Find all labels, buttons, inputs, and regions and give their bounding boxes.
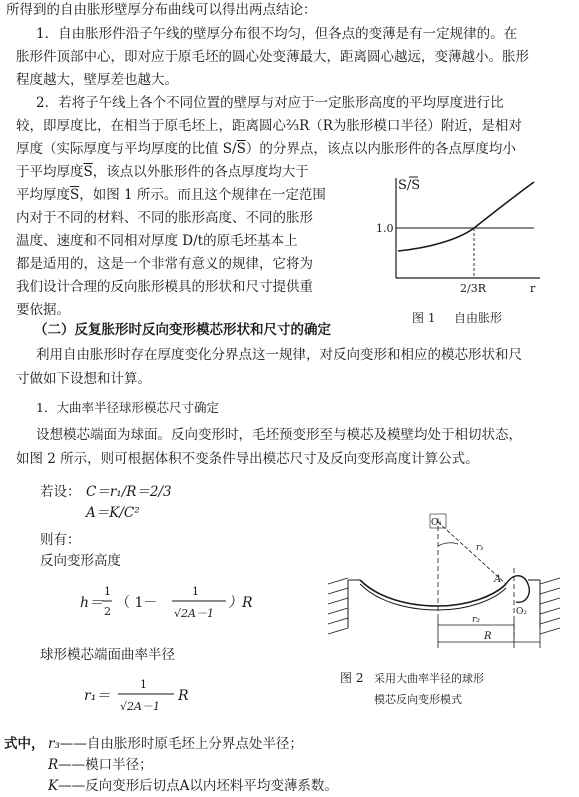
para1-line2: 1．自由胀形件沿子午线的壁厚分布很不均匀，但各点的变薄是有一定规律的。在 [36, 26, 518, 42]
figure2-label-o1: O₁ [431, 518, 442, 528]
svg-text:r₁＝: r₁＝ [84, 688, 111, 704]
assume-formula-c: C＝r₁/R＝2/3 [86, 484, 172, 500]
figure1-y-label: S/S [398, 178, 421, 193]
section2-para1-line1: 利用自由胀形时存在厚度变化分界点这一规律，对反向变形和相应的模芯形状和尺 [36, 347, 522, 363]
para1-line3: 胀形件顶部中心，即对应于原毛坯的圆心处变薄最大，距离圆心越远，变薄越小。胀形 [16, 49, 529, 65]
legend-K: K——反向变形后切点A以内坯料平均变薄系数。 [48, 778, 338, 794]
subsection1-title: 1．大曲率半径球形模芯尺寸确定 [36, 400, 219, 415]
para2-line8: 都是适用的，这是一个非常有意义的规律，它将为 [16, 256, 313, 272]
figure2-label-R: R [484, 631, 492, 642]
radius-label: 球形模芯端面曲率半径 [40, 647, 175, 663]
figure2-right-die [528, 578, 560, 634]
para2-line5: 平均厚度$\overline{S}$，如图 1 所示。而且这个规律在一定范围 [16, 187, 326, 203]
assume-label: 若设： [40, 484, 81, 500]
figure2-caption-num: 图 2 [340, 671, 364, 685]
svg-text:1: 1 [140, 678, 147, 691]
svg-text:）R: ）R [228, 595, 253, 611]
para2-line4: 于平均厚度$\overline{S}$，该点以外胀形件的各点厚度均大于 [16, 164, 309, 180]
figure2-blank-curve [360, 580, 506, 606]
figure2-caption-line1: 采用大曲率半径的球形 [374, 672, 484, 685]
formula-height [80, 575, 260, 631]
para2-line6: 内对于不同的材料、不同的胀形高度、不同的胀形 [16, 210, 313, 226]
para2-line3: 厚度（实际厚度与平均厚度的比值 $S/\overline{S}$）的分界点，该点以内胀形件的各点厚度均小 [16, 141, 516, 157]
figure2-label-a: A [494, 574, 502, 585]
then-label: 则有： [40, 532, 81, 548]
figure1-graph [372, 168, 562, 328]
assume-formula-a: A＝K/C² [86, 505, 140, 521]
svg-text:h＝: h＝ [80, 595, 104, 611]
formula-radius [84, 670, 204, 722]
svg-text:2: 2 [104, 605, 111, 618]
svg-text:1: 1 [104, 585, 111, 598]
section2-para2-line1: 设想模芯端面为球面。反向变形时，毛坯预变形至与模芯及模壁均处于相切状态， [36, 427, 522, 443]
para2-line1: 2．若将子午线上各个不同位置的壁厚与对应于一定胀形高度的平均厚度进行比 [36, 95, 504, 111]
para1-line1: 所得到的自由胀形壁厚分布曲线可以得出两点结论： [6, 2, 317, 18]
figure2-left-die [328, 578, 360, 634]
para1-line4: 程度越大，壁厚差也越大。 [16, 72, 178, 88]
section2-para2-line2: 如图 2 所示，则可根据体积不变条件导出模芯尺寸及反向变形高度计算公式。 [16, 451, 479, 467]
figure1-y-tick: 1.0 [376, 222, 394, 235]
figure1-caption-num: 图 1 [412, 311, 436, 325]
legend-R: R——模口半径； [48, 757, 153, 773]
para2-line10: 要依据。 [16, 302, 70, 318]
legend-r3: r₃——自由胀形时原毛坯上分界点处半径； [48, 736, 303, 752]
section2-heading: （二）反复胀形时反向变形模芯形状和尺寸的确定 [34, 322, 331, 338]
svg-text:R: R [178, 688, 189, 704]
figure1-x-label: r [530, 282, 536, 295]
figure2-label-o2: O₂ [516, 607, 527, 617]
para2-line9: 我们设计合理的反向胀形模具的形状和尺寸提供重 [16, 279, 313, 295]
svg-text:1: 1 [192, 585, 199, 598]
section2-para1-line2: 寸做如下设想和计算。 [16, 371, 151, 387]
figure2-caption-line2: 模芯反向变形模式 [374, 693, 462, 706]
svg-text:√2A－1: √2A－1 [120, 700, 160, 713]
svg-text:√2A－1: √2A－1 [174, 607, 214, 620]
figure2-diagram [326, 508, 564, 708]
figure2-punch-fillet [506, 576, 529, 603]
svg-text:（ 1－: （ 1－ [116, 595, 158, 611]
figure2-label-r3: r₃ [472, 615, 480, 625]
figure1-x-tick: 2/3R [460, 282, 486, 295]
para2-line7: 温度、速度和不同相对厚度 D/t的原毛坯基本上 [16, 233, 298, 249]
para2-line2: 较，即厚度比，在相当于原毛坯上，距离圆心⅔R（R为胀形模口半径）附近，是相对 [16, 118, 522, 134]
height-label: 反向变形高度 [40, 553, 121, 569]
legend-lead: 式中， [4, 736, 45, 752]
figure2-label-r1: r₁ [476, 543, 484, 553]
figure1-caption-text: 自由胀形 [454, 311, 503, 325]
